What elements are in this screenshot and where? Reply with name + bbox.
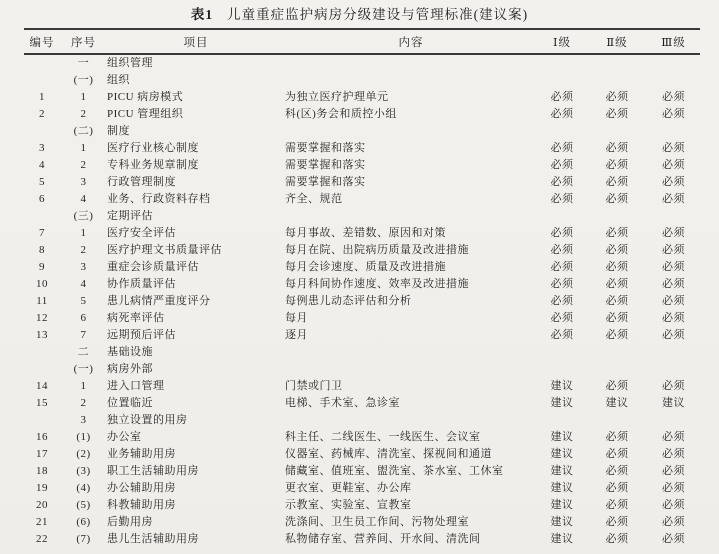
cell-number: 11 <box>36 295 48 307</box>
table-header-row <box>24 29 700 54</box>
cell-level3: 必须 <box>662 159 685 171</box>
cell-serial: (4) <box>76 482 91 494</box>
cell-content: 需要掌握和落实 <box>285 159 366 171</box>
cell-item: 业务、行政资料存档 <box>107 193 211 205</box>
cell-level2 <box>587 412 647 429</box>
cell-level2 <box>587 344 647 361</box>
cell-level3 <box>647 344 700 361</box>
cell-level3: 必须 <box>662 465 685 477</box>
column-header-3: 项目 <box>107 29 285 54</box>
cell-level1: 建议 <box>550 465 574 477</box>
cell-level2 <box>587 123 647 140</box>
cell-level3: 必须 <box>662 482 685 494</box>
cell-level3: 必须 <box>662 261 685 273</box>
cell-level1: 必须 <box>550 278 574 290</box>
cell-level3 <box>647 412 700 429</box>
cell-number: 8 <box>39 244 45 256</box>
cell-level2: 必须 <box>605 159 629 171</box>
cell-level3: 必须 <box>662 516 685 528</box>
cell-number <box>24 72 60 89</box>
cell-content: 每月 <box>285 312 308 324</box>
cell-level2: 必须 <box>605 431 629 443</box>
cell-number <box>24 54 60 72</box>
table-row <box>24 140 700 157</box>
cell-level3: 必须 <box>662 312 685 324</box>
cell-serial: 一 <box>77 57 90 69</box>
cell-serial: 3 <box>80 414 87 426</box>
cell-level1 <box>537 123 587 140</box>
column-header-1: 编号 <box>24 29 60 54</box>
cell-number: 12 <box>36 312 48 324</box>
cell-level2: 必须 <box>605 312 629 324</box>
cell-content: 电梯、手术室、急诊室 <box>285 397 400 409</box>
cell-item: 后勤用房 <box>107 516 153 528</box>
table-row <box>24 531 700 548</box>
cell-number: 14 <box>36 380 48 392</box>
table-row <box>24 174 700 191</box>
cell-serial: (三) <box>73 210 94 222</box>
cell-level1 <box>537 344 587 361</box>
standards-table <box>24 28 700 548</box>
table-row <box>24 72 700 89</box>
table-row <box>24 463 700 480</box>
cell-level2: 必须 <box>605 533 629 545</box>
cell-content: 示教室、实验室、宣教室 <box>285 499 412 511</box>
cell-content <box>285 412 537 429</box>
cell-content: 门禁或门卫 <box>285 380 343 392</box>
cell-serial: 7 <box>80 329 87 341</box>
table-title-text: 儿童重症监护病房分级建设与管理标准(建议案) <box>227 7 529 22</box>
cell-level3: 必须 <box>662 499 685 511</box>
cell-number: 3 <box>39 142 45 154</box>
cell-item: 职工生活辅助用房 <box>107 465 199 477</box>
cell-item: 进入口管理 <box>107 380 165 392</box>
cell-item: 业务辅助用房 <box>107 448 176 460</box>
cell-item: PICU 病房模式 <box>107 91 184 103</box>
cell-level1: 必须 <box>550 193 574 205</box>
cell-level3: 必须 <box>662 380 685 392</box>
cell-content: 需要掌握和落实 <box>285 176 366 188</box>
table-row <box>24 276 700 293</box>
table-row <box>24 361 700 378</box>
cell-content: 每月在院、出院病历质量及改进措施 <box>285 244 469 256</box>
cell-content <box>285 72 537 89</box>
cell-level3: 必须 <box>662 431 685 443</box>
table-body <box>24 54 700 548</box>
table-row <box>24 446 700 463</box>
cell-level1 <box>537 412 587 429</box>
column-header-4: 内容 <box>285 29 537 54</box>
cell-level1: 建议 <box>550 397 574 409</box>
cell-level1: 必须 <box>550 244 574 256</box>
cell-number <box>24 412 60 429</box>
cell-level2: 必须 <box>605 91 629 103</box>
cell-serial: 4 <box>80 193 87 205</box>
table-row <box>24 293 700 310</box>
cell-item: 患儿病情严重度评分 <box>107 295 211 307</box>
table-row <box>24 123 700 140</box>
cell-item: 患儿生活辅助用房 <box>107 533 199 545</box>
cell-level1: 必须 <box>550 159 574 171</box>
cell-content: 需要掌握和落实 <box>285 142 366 154</box>
cell-level2 <box>587 72 647 89</box>
cell-content <box>285 54 537 72</box>
cell-item: PICU 管理组织 <box>107 108 184 120</box>
cell-level2 <box>587 54 647 72</box>
cell-level2: 必须 <box>605 244 629 256</box>
cell-level1: 必须 <box>550 329 574 341</box>
cell-level1: 建议 <box>550 499 574 511</box>
cell-item: 医疗护理文书质量评估 <box>107 244 222 256</box>
cell-level1: 建议 <box>550 448 574 460</box>
cell-number: 10 <box>36 278 48 290</box>
cell-serial: (6) <box>76 516 91 528</box>
cell-number: 21 <box>36 516 48 528</box>
cell-number: 20 <box>36 499 48 511</box>
cell-number: 6 <box>39 193 45 205</box>
cell-item: 医疗行业核心制度 <box>107 142 199 154</box>
cell-level1: 必须 <box>550 295 574 307</box>
table-row <box>24 412 700 429</box>
cell-number: 4 <box>39 159 45 171</box>
cell-item: 办公辅助用房 <box>107 482 176 494</box>
cell-content: 洗涤间、卫生员工作间、污物处理室 <box>285 516 469 528</box>
cell-content: 私物储存室、营养间、开水间、清洗间 <box>285 533 481 545</box>
cell-level1: 必须 <box>550 312 574 324</box>
cell-item: 科教辅助用房 <box>107 499 176 511</box>
table-row <box>24 259 700 276</box>
column-header-2: 序号 <box>60 29 107 54</box>
cell-item: 重症会诊质量评估 <box>107 261 199 273</box>
cell-content: 更衣室、更鞋室、办公库 <box>285 482 412 494</box>
cell-number: 5 <box>39 176 45 188</box>
cell-serial: 6 <box>80 312 87 324</box>
table-row <box>24 327 700 344</box>
cell-content: 仪器室、药械库、清洗室、探视间和通道 <box>285 448 492 460</box>
cell-level2 <box>587 361 647 378</box>
cell-level3: 必须 <box>662 329 685 341</box>
cell-level2: 必须 <box>605 193 629 205</box>
cell-level3 <box>647 72 700 89</box>
cell-level3 <box>647 361 700 378</box>
cell-content: 齐全、规范 <box>285 193 343 205</box>
cell-level1 <box>537 54 587 72</box>
table-row <box>24 395 700 412</box>
cell-level3: 必须 <box>662 142 685 154</box>
cell-item: 组织管理 <box>107 57 153 69</box>
table-row <box>24 242 700 259</box>
cell-level2: 必须 <box>605 295 629 307</box>
cell-level2: 必须 <box>605 278 629 290</box>
cell-level1 <box>537 208 587 225</box>
cell-level1 <box>537 72 587 89</box>
cell-item: 位置临近 <box>107 397 153 409</box>
cell-level1: 建议 <box>550 380 574 392</box>
cell-item: 专科业务规章制度 <box>107 159 199 171</box>
cell-content: 科(区)务会和质控小组 <box>285 108 397 120</box>
cell-item: 办公室 <box>107 431 142 443</box>
cell-item: 病死率评估 <box>107 312 165 324</box>
cell-level2: 必须 <box>605 261 629 273</box>
cell-level1: 必须 <box>550 142 574 154</box>
cell-number <box>24 361 60 378</box>
cell-level2: 必须 <box>605 380 629 392</box>
cell-item: 病房外部 <box>107 363 153 375</box>
cell-level3: 必须 <box>662 108 685 120</box>
cell-serial: 4 <box>80 278 87 290</box>
table-header <box>24 29 700 54</box>
table-row <box>24 89 700 106</box>
cell-item: 制度 <box>107 125 130 137</box>
cell-level1: 建议 <box>550 482 574 494</box>
cell-item: 行政管理制度 <box>107 176 176 188</box>
cell-level3: 必须 <box>662 91 685 103</box>
column-header-7: Ⅲ级 <box>647 29 700 54</box>
cell-level3: 必须 <box>662 244 685 256</box>
cell-level2: 必须 <box>605 499 629 511</box>
cell-item: 协作质量评估 <box>107 278 176 290</box>
cell-item: 独立设置的用房 <box>107 414 188 426</box>
cell-level1: 必须 <box>550 176 574 188</box>
cell-content: 科主任、二线医生、一线医生、会议室 <box>285 431 481 443</box>
cell-item: 远期预后评估 <box>107 329 176 341</box>
cell-content: 每例患儿动态评估和分析 <box>285 295 412 307</box>
cell-number: 15 <box>36 397 48 409</box>
cell-level3 <box>647 208 700 225</box>
cell-level2 <box>587 208 647 225</box>
cell-level3 <box>647 54 700 72</box>
cell-number: 7 <box>39 227 45 239</box>
cell-level2: 必须 <box>605 516 629 528</box>
table-row <box>24 54 700 72</box>
table-row <box>24 514 700 531</box>
cell-serial: (5) <box>76 499 91 511</box>
cell-serial: (2) <box>76 448 91 460</box>
cell-level3: 必须 <box>662 193 685 205</box>
table-row <box>24 344 700 361</box>
cell-content: 每月科间协作速度、效率及改进措施 <box>285 278 469 290</box>
cell-serial: (一) <box>73 363 94 375</box>
cell-number: 19 <box>36 482 48 494</box>
cell-level2: 必须 <box>605 448 629 460</box>
table-row <box>24 225 700 242</box>
cell-content: 储藏室、值班室、盥洗室、茶水室、工休室 <box>285 465 504 477</box>
cell-item: 组织 <box>107 74 130 86</box>
cell-content: 逐月 <box>285 329 308 341</box>
table-row <box>24 208 700 225</box>
cell-item: 基础设施 <box>107 346 153 358</box>
cell-content: 为独立医疗护理单元 <box>285 91 389 103</box>
cell-level2: 建议 <box>605 397 629 409</box>
cell-serial: 1 <box>80 227 87 239</box>
cell-serial: 1 <box>80 91 87 103</box>
cell-level2: 必须 <box>605 108 629 120</box>
cell-level1: 必须 <box>550 108 574 120</box>
table-row <box>24 106 700 123</box>
cell-serial: (7) <box>76 533 91 545</box>
cell-level3 <box>647 123 700 140</box>
column-header-6: Ⅱ级 <box>587 29 647 54</box>
cell-level1: 必须 <box>550 91 574 103</box>
cell-level2: 必须 <box>605 482 629 494</box>
table-row <box>24 378 700 395</box>
cell-serial: 3 <box>80 176 87 188</box>
cell-serial: (1) <box>76 431 91 443</box>
cell-level3: 必须 <box>662 448 685 460</box>
cell-level1 <box>537 361 587 378</box>
cell-level3: 必须 <box>662 533 685 545</box>
cell-number: 17 <box>36 448 48 460</box>
cell-level3: 建议 <box>662 397 685 409</box>
cell-serial: 1 <box>80 142 87 154</box>
cell-level2: 必须 <box>605 329 629 341</box>
cell-level1: 建议 <box>550 533 574 545</box>
cell-serial: (3) <box>76 465 91 477</box>
cell-number: 13 <box>36 329 48 341</box>
cell-content <box>285 344 537 361</box>
cell-level2: 必须 <box>605 142 629 154</box>
cell-content: 每月事故、差错数、原因和对策 <box>285 227 446 239</box>
cell-serial: 1 <box>80 380 87 392</box>
cell-number: 1 <box>39 91 45 103</box>
cell-serial: 5 <box>80 295 87 307</box>
cell-content <box>285 208 537 225</box>
table-row <box>24 157 700 174</box>
cell-number <box>24 123 60 140</box>
cell-level2: 必须 <box>605 465 629 477</box>
cell-number <box>24 344 60 361</box>
cell-serial: 2 <box>80 244 87 256</box>
table-row <box>24 429 700 446</box>
cell-item: 定期评估 <box>107 210 153 222</box>
cell-serial: 2 <box>80 159 87 171</box>
cell-number: 18 <box>36 465 48 477</box>
cell-level3: 必须 <box>662 278 685 290</box>
cell-number: 9 <box>39 261 45 273</box>
cell-level1: 建议 <box>550 431 574 443</box>
cell-serial: 2 <box>80 108 87 120</box>
column-header-5: Ⅰ级 <box>537 29 587 54</box>
cell-number: 2 <box>39 108 45 120</box>
cell-serial: 二 <box>77 346 90 358</box>
cell-level2: 必须 <box>605 176 629 188</box>
cell-serial: 2 <box>80 397 87 409</box>
table-row <box>24 480 700 497</box>
cell-number: 22 <box>36 533 48 545</box>
cell-content <box>285 361 537 378</box>
cell-number <box>24 208 60 225</box>
cell-level1: 必须 <box>550 261 574 273</box>
cell-serial: 3 <box>80 261 87 273</box>
table-number-label: 表1 <box>190 7 214 22</box>
cell-level3: 必须 <box>662 295 685 307</box>
cell-content <box>285 123 537 140</box>
cell-number: 16 <box>36 431 48 443</box>
cell-content: 每月会诊速度、质量及改进措施 <box>285 261 446 273</box>
cell-level3: 必须 <box>662 227 685 239</box>
cell-item: 医疗安全评估 <box>107 227 176 239</box>
table-row <box>24 497 700 514</box>
table-row <box>24 310 700 327</box>
cell-level3: 必须 <box>662 176 685 188</box>
cell-level1: 必须 <box>550 227 574 239</box>
cell-level2: 必须 <box>605 227 629 239</box>
cell-level1: 建议 <box>550 516 574 528</box>
cell-serial: (一) <box>73 74 94 86</box>
cell-serial: (二) <box>73 125 94 137</box>
table-row <box>24 191 700 208</box>
table-title <box>0 3 719 23</box>
